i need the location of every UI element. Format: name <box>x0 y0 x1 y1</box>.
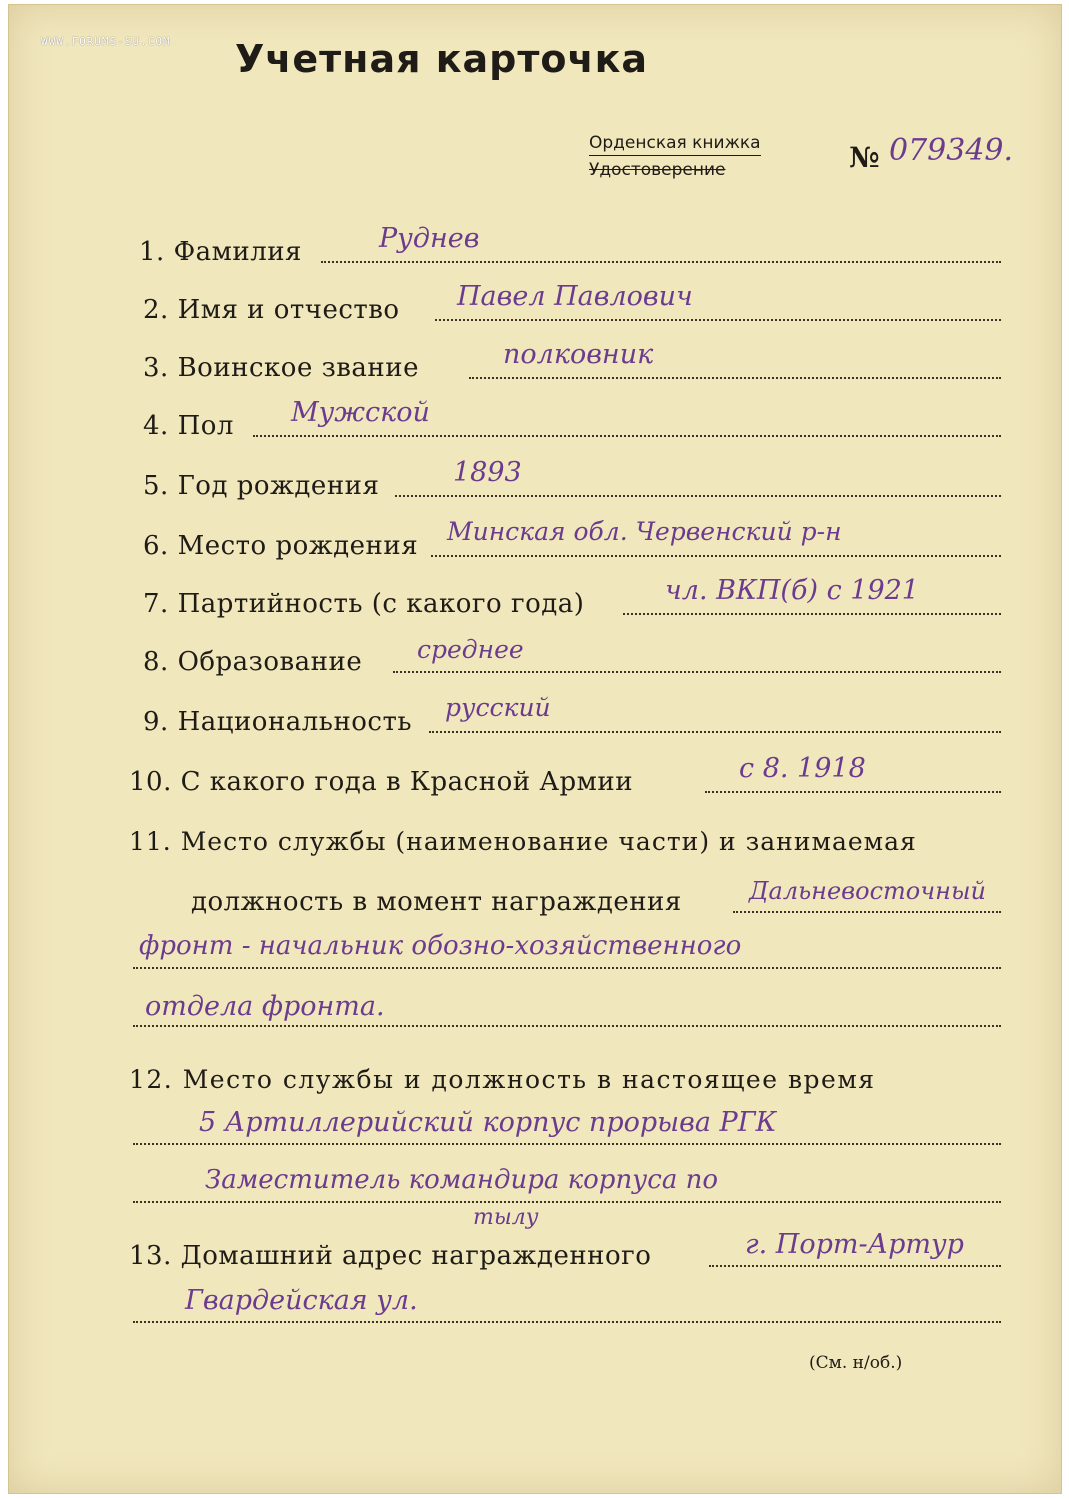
line-red-army-since <box>705 791 1001 793</box>
value-birth-place: Минская обл. Червенский р-н <box>447 517 842 546</box>
label-party-membership: 7. Партийность (с какого года) <box>143 589 585 619</box>
value-home-address-2: Гвардейская ул. <box>185 1285 418 1316</box>
number-label: № <box>849 141 880 174</box>
value-service-place-at-award-3: отдела фронта. <box>145 991 385 1022</box>
value-current-service-2: Заместитель командира корпуса по <box>205 1165 718 1195</box>
label-home-address: 13. Домашний адрес награжденного <box>129 1241 652 1271</box>
line-service-place-at-award-2 <box>133 967 1001 969</box>
line-surname <box>321 261 1001 263</box>
value-surname: Руднев <box>379 223 480 254</box>
award-record-card <box>8 4 1062 1494</box>
value-current-service-1: 5 Артиллерийский корпус прорыва РГК <box>199 1107 777 1138</box>
label-education: 8. Образование <box>143 647 363 677</box>
line-education <box>393 671 1001 673</box>
value-service-place-at-award-1: Дальневосточный <box>749 877 986 905</box>
card-title: Учетная карточка <box>235 37 648 81</box>
label-sex: 4. Пол <box>143 411 234 441</box>
value-military-rank: полковник <box>503 339 654 370</box>
label-red-army-since: 10. С какого года в Красной Армии <box>129 767 634 797</box>
line-service-place-at-award-1 <box>733 911 1001 913</box>
value-birth-year: 1893 <box>453 457 522 488</box>
label-current-service: 12. Место службы и должность в настоящее время <box>129 1065 876 1094</box>
line-military-rank <box>469 377 1001 379</box>
label-birth-place: 6. Место рождения <box>143 531 419 561</box>
label-military-rank: 3. Воинское звание <box>143 353 419 383</box>
value-service-place-at-award-2: фронт - начальник обозно-хозяйственного <box>139 931 742 961</box>
value-party-membership: чл. ВКП(б) с 1921 <box>665 575 919 606</box>
document-type-certificate-struck: Удостоверение <box>589 160 726 180</box>
label-surname: 1. Фамилия <box>139 237 302 267</box>
line-home-address-2 <box>133 1321 1001 1323</box>
value-education: среднее <box>417 635 524 664</box>
number-value: 079349. <box>889 133 1014 168</box>
see-reverse-note: (См. н/об.) <box>809 1353 903 1373</box>
label-nationality: 9. Национальность <box>143 707 413 737</box>
line-sex <box>253 435 1001 437</box>
value-name-patronymic: Павел Павлович <box>457 281 693 312</box>
value-red-army-since: с 8. 1918 <box>739 753 866 784</box>
value-nationality: русский <box>445 693 551 722</box>
label-birth-year: 5. Год рождения <box>143 471 380 501</box>
line-nationality <box>429 731 1001 733</box>
line-current-service-2 <box>133 1201 1001 1203</box>
label-name-patronymic: 2. Имя и отчество <box>143 295 400 325</box>
value-home-address-1: г. Порт-Артур <box>745 1229 964 1260</box>
watermark: WWW.FORUMS-SU.COM <box>41 35 171 48</box>
line-birth-place <box>431 555 1001 557</box>
line-current-service-1 <box>133 1143 1001 1145</box>
line-name-patronymic <box>435 319 1001 321</box>
line-birth-year <box>395 495 1001 497</box>
document-type-order-book: Орденская книжка <box>589 133 761 156</box>
line-home-address-1 <box>709 1265 1001 1267</box>
label-service-place-at-award: 11. Место службы (наименование части) и занимаемая <box>129 827 917 856</box>
value-sex: Мужской <box>291 397 430 428</box>
document-type <box>589 133 761 180</box>
label-service-place-at-award-cont: должность в момент награждения <box>191 887 682 917</box>
line-service-place-at-award-3 <box>133 1025 1001 1027</box>
value-current-service-2-insert: тылу <box>473 1205 539 1230</box>
line-party-membership <box>623 613 1001 615</box>
